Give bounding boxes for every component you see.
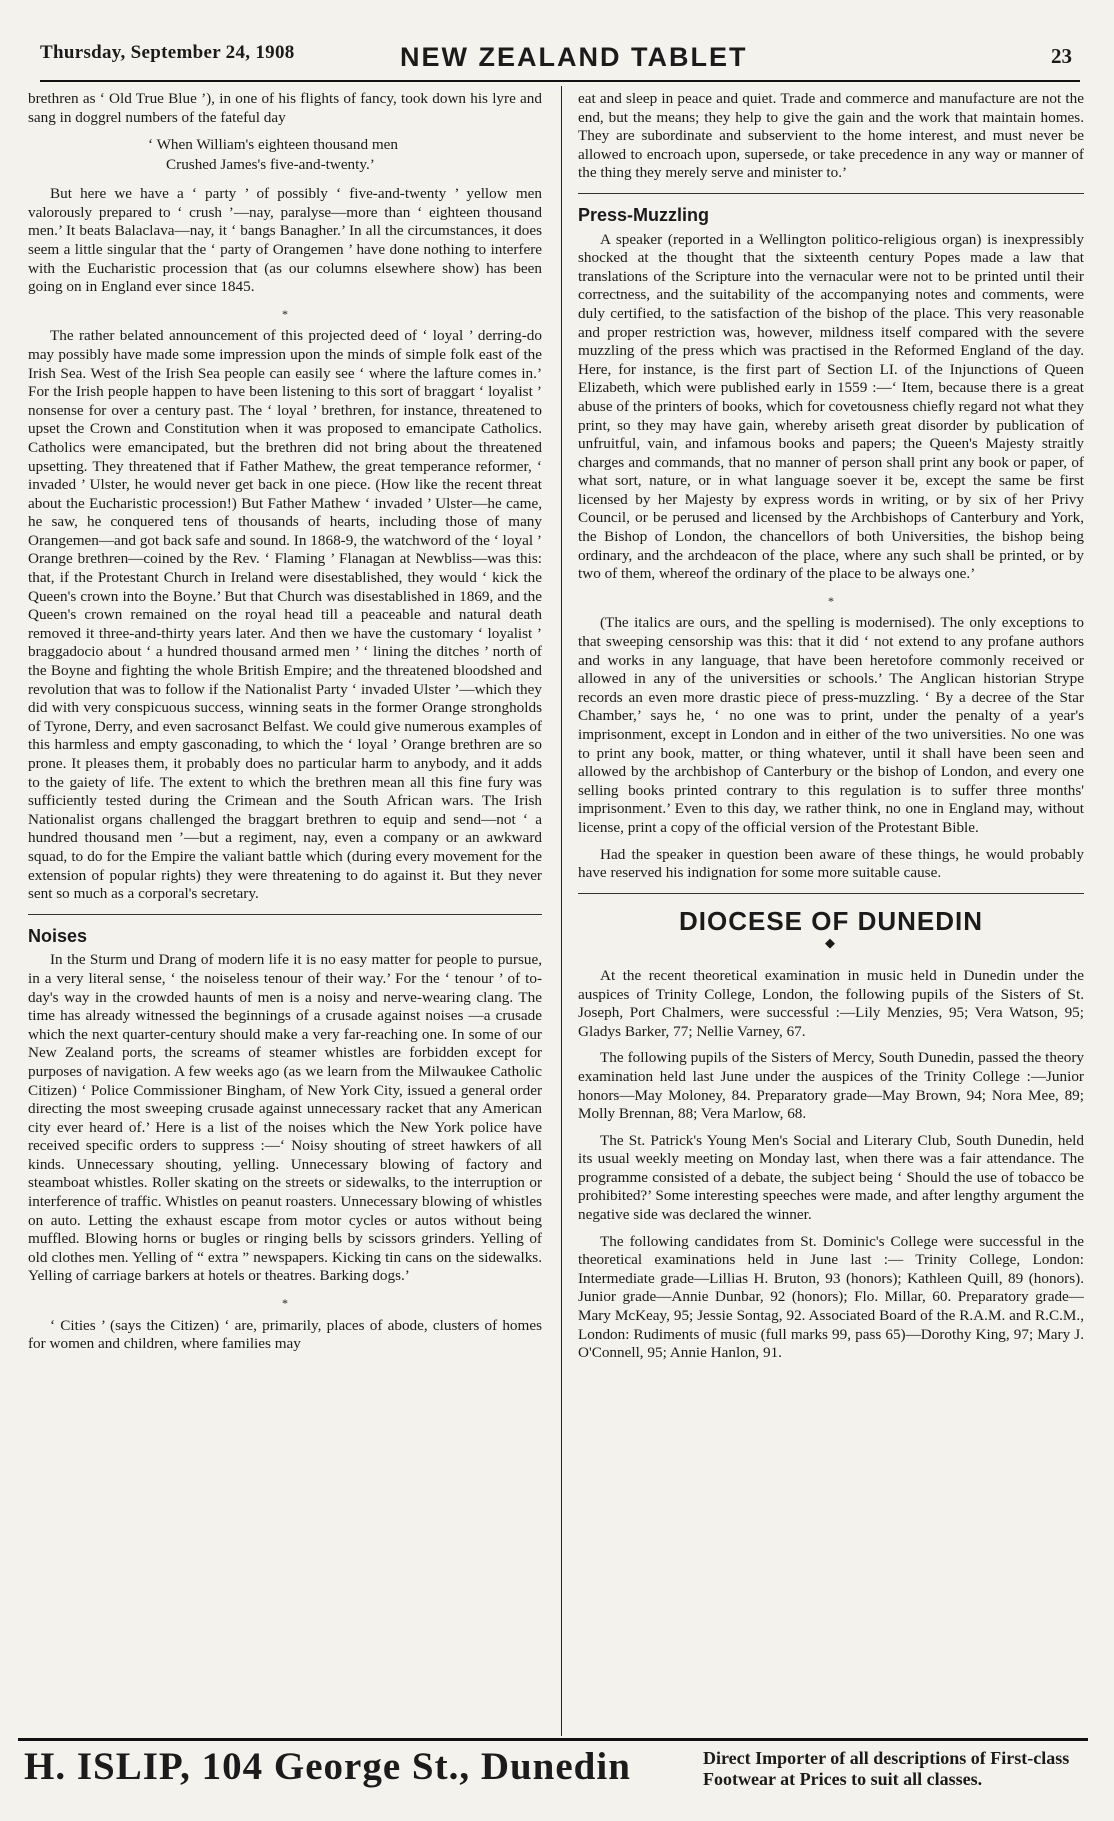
issue-date: Thursday, September 24, 1908 bbox=[40, 42, 295, 63]
article-paragraph: eat and sleep in peace and quiet. Trade and commerce and manufacture are not the end, but the means; they help to give the gain and the work that maintain homes. They are subordinate and subservient to the home interest, and must never be allowed to encroach upon, supersede, or take precedence in any way or manner of the thing they merely serve and minister to.’ bbox=[578, 90, 1084, 182]
article-paragraph: A speaker (reported in a Wellington politico-religious organ) is inexpressibly shocked at the thought that the sixteenth century Popes made a law that translations of the Scripture into the vernacular were not to be printed until their correctness, and the suitability of the accompanying notes and comments, were duly certified, to the satisfaction of the bishop of the place. This very reasonable and proper restriction was, however, mildness itself compared with the severe muzzling of the press which was practised in the Reformed England of the day. Here, for instance, is the first part of Section LI. of the Injunctions of Queen Elizabeth, which were published early in 1559 :—‘ Item, because there is a great abuse of the printers of books, which for covetousness chiefly regard not what they print, so they may have gain, whereby ariseth great disorder by publication of unfruitful, vain, and infamous books and papers; the Queen's Majesty straitly charges and commands, that no manner of person shall print any book or paper, of what sort, nature, or in what language soever it be, except the same be first licensed by her Majesty by express words in writing, or by six of her Privy Council, or be perused and licensed by the Archbishops of Canterbury and York, the Bishop of London, the chancellors of both Universities, the bishop being ordinary, and the archdeacon of the place, where any such shall be printed, or by two of them, whereof the ordinary of the place to be always one.’ bbox=[578, 230, 1084, 583]
article-paragraph: ‘ Cities ’ (says the Citizen) ‘ are, primarily, places of abode, clusters of homes for women and children, where families may bbox=[28, 1316, 542, 1353]
tagline-line: Footwear at Prices to suit all classes. bbox=[703, 1769, 983, 1789]
advertiser-name: H. ISLIP, 104 George St., Dunedin bbox=[24, 1745, 631, 1788]
article-paragraph: At the recent theoretical examination in music held in Dunedin under the auspices of Trinity College, London, the following pupils of the Sisters of St. Joseph, Port Chalmers, were successful :—Lily Menzies, 95; Vera Watson, 95; Gladys Barker, 77; Nellie Varney, 67. bbox=[578, 966, 1084, 1040]
verse-quote bbox=[148, 135, 542, 175]
article-paragraph: The following candidates from St. Dominic's College were successful in the theoretical examinations held in June last :— Trinity College, London: Intermediate grade—Lillias H. Bruton, 93 (honors); Kathleen Quill, 89 (honors). Junior grade—Annie Dunbar, 92 (honors); Flo. Millar, 60. Preparatory grade— Mary McKeay, 95; Jessie Sontag, 92. Associated Board of the R.A.M. and R.C.M., London: Rudiments of music (full marks 99, pass 65)—Dorothy King, 97; Mary J. O'Connell, 95; Annie Hanlon, 91. bbox=[578, 1232, 1084, 1362]
footer-advertisement bbox=[18, 1744, 1088, 1800]
article-divider bbox=[578, 893, 1084, 894]
footer-rule bbox=[18, 1738, 1088, 1741]
section-separator-star: * bbox=[828, 593, 834, 608]
article-paragraph: (The italics are ours, and the spelling is modernised). The only exceptions to that sweeping censorship was this: that it did ‘ not extend to any profane authors and works in any language, that have been heretofore commonly received or allowed in any of the universities or schools.’ The Anglican historian Strype records an even more drastic piece of press-muzzling. ‘ By a decree of the Star Chamber,’ says he, ‘ no one was to print, under the penalty of a year's imprisonment, except in London and in either of the two universities. No one was to print any book, matter, or thing whatever, until it shall have been seen and allowed by the archbishop of Canterbury or the bishop of London, and every one selling books printed contrary to this regulation is to suffer three months' imprisonment.’ Even to this day, we rather think, no one in England may, without license, print a copy of the official version of the Protestant Bible. bbox=[578, 614, 1084, 836]
masthead-rule bbox=[40, 80, 1080, 82]
section-title-diocese: DIOCESE OF DUNEDIN bbox=[678, 905, 984, 936]
article-heading-noises: Noises bbox=[28, 925, 88, 946]
section-separator-star: * bbox=[282, 306, 288, 321]
right-column bbox=[578, 90, 1084, 1371]
verse-line: Crushed James's five-and-twenty.’ bbox=[166, 156, 375, 174]
article-divider bbox=[28, 914, 542, 915]
article-divider bbox=[578, 193, 1084, 194]
article-paragraph: But here we have a ‘ party ’ of possibly ‘ five-and-twenty ’ yellow men valorously prepared to ‘ crush ’—nay, paralyse—more than ‘ eighteen thousand men.’ It beats Balaclava—nay, it ‘ bangs Banagher.’ In all the circumstances, it does seem a little singular that the ‘ party of Orangemen ’ have done nothing to interfere with the Eucharistic procession that (as our columns elsewhere show) has been going on in England ever since 1845. bbox=[28, 185, 542, 296]
article-paragraph: Had the speaker in question been aware of these things, he would probably have reserved his indignation for some more suitable cause. bbox=[578, 845, 1084, 882]
section-separator-star: * bbox=[282, 1296, 288, 1311]
verse-line: ‘ When William's eighteen thousand men bbox=[148, 136, 398, 154]
newspaper-title: NEW ZEALAND TABLET bbox=[400, 42, 748, 72]
diamond-ornament-icon: ◆ bbox=[825, 935, 837, 951]
tagline-line: Direct Importer of all descriptions of First-class bbox=[703, 1748, 1070, 1768]
article-paragraph: The following pupils of the Sisters of Mercy, South Dunedin, passed the theory examination held last June under the auspices of the Trinity College :—Junior honors—May Moloney, 84. Preparatory grade—May Brown, 94; Nora Mee, 89; Molly Brennan, 88; Vera Marlow, 68. bbox=[578, 1049, 1084, 1123]
article-paragraph: In the Sturm und Drang of modern life it is no easy matter for people to pursue, in a very literal sense, ‘ the noiseless tenour of their way.’ For the ‘ tenour ’ of to-day's way in the crowded haunts of men is a noisy and nerve-wearing clang. The time has already witnessed the beginnings of a crusade against noises —a crusade which the next quarter-century should make a very far-reaching one. In some of our New Zealand ports, the screams of steamer whistles are forbidden except for purposes of navigation. A few weeks ago (as we learn from the Milwaukee Catholic Citizen) ‘ Police Commissioner Bingham, of New York City, issued a general order directing the most sweeping crusade against unnecessary racket that any American city ever heard of.’ Here is a list of the noises which the New York police have received specific orders to suppress :—‘ Noisy shouting of street hawkers of all kinds. Unnecessary shouting, yelling. Unnecessary blowing of factory and steamboat whistles. Roller skating on the streets or sidewalks, to the interruption or interference of traffic. Whistles on peanut roasters. Unnecessary blowing of whistles on auto. Letting the exhaust escape from motor cycles or autos without being muffled. Blowing horns or bugles or ringing bells by scissors grinders. Yelling of old clothes men. Yelling of “ extra ” newspapers. Kicking tin cans on the sidewalks. Yelling of carriage barkers at hotels or theatres. Barking dogs.’ bbox=[28, 951, 542, 1285]
masthead bbox=[40, 36, 1080, 86]
article-paragraph: The rather belated announcement of this projected deed of ‘ loyal ’ derring-do may possibly have made some impression upon the minds of simple folk east of the Irish Sea. West of the Irish Sea people can easily see ‘ where the lafture comes in.’ For the Irish people happen to have been listening to this sort of braggart ‘ loyalist ’ nonsense for over a century past. The ‘ loyal ’ brethren, for instance, threatened to upset the Crown and Constitution when it was proposed to emancipate Catholics. Catholics were emancipated, but the brethren did not bring about the threatened upsetting. They threatened that if Father Mathew, the great temperance reformer, ‘ invaded ’ Ulster, he would never get back in one piece. (How like the recent threat about the Eucharistic procession!) But Father Mathew ‘ invaded ’ Ulster—he came, he saw, he conquered tens of thousands of hearts, including those of many Orangemen—and got back safe and sound. In 1868-9, the watchword of the ‘ loyal ’ Orange brethren—coined by the Rev. ‘ Flaming ’ Flanagan at Newbliss—was this: that, if the Protestant Church in Ireland were disestablished, they would ‘ kick the Queen's crown into the Boyne.’ But that Church was disestablished in 1869, and the Queen's crown remained on the royal head till a peaceable and natural death removed it three-and-thirty years later. And then we have the customary ‘ loyalist ’ braggadocio about ‘ a hundred thousand armed men ’ ‘ lining the ditches ’ north of the Boyne and fighting the whole British Empire; and the threatened bloodshed and revolution that was to follow if the Nationalist Party ‘ invaded Ulster ’—which they did with very conspicuous success, winning seats in the former Orange strongholds of Tyrone, Derry, and even sacrosanct Belfast. We could give numerous examples of this harmless and empty gasconading, to which the ‘ loyal ’ Orange brethren are so prone. It pleases them, it probably does no particular harm to anybody, and it adds to the gaiety of life. The extent to which the brethren mean all this fine fury was sufficiently tested during the Crimean and the South African wars. The Irish Nationalist organs challenged the braggart brethren to equip and send—not ‘ a hundred thousand men ’—but a regiment, nay, even a company or an awkward squad, to do for the Empire the valiant battle which (during every movement for the extension of popular rights) they were threatening to do against it. But they never sent so much as a corporal's secretary. bbox=[28, 327, 542, 903]
article-paragraph: The St. Patrick's Young Men's Social and Literary Club, South Dunedin, held its usual weekly meeting on Monday last, when there was a fair attendance. The programme consisted of a debate, the subject being ‘ Should the use of tobacco be prohibited?’ Some interesting speeches were made, and after lengthy argument the negative side was declared the winner. bbox=[578, 1131, 1084, 1224]
article-heading-press-muzzling: Press-Muzzling bbox=[578, 204, 710, 225]
article-paragraph: brethren as ‘ Old True Blue ’), in one of his flights of fancy, took down his lyre and sang in doggrel numbers of the fateful day bbox=[28, 90, 542, 126]
column-divider bbox=[561, 86, 562, 1736]
left-column bbox=[28, 90, 542, 1362]
page-number: 23 bbox=[1051, 44, 1072, 68]
advertisement-tagline bbox=[703, 1748, 1088, 1790]
